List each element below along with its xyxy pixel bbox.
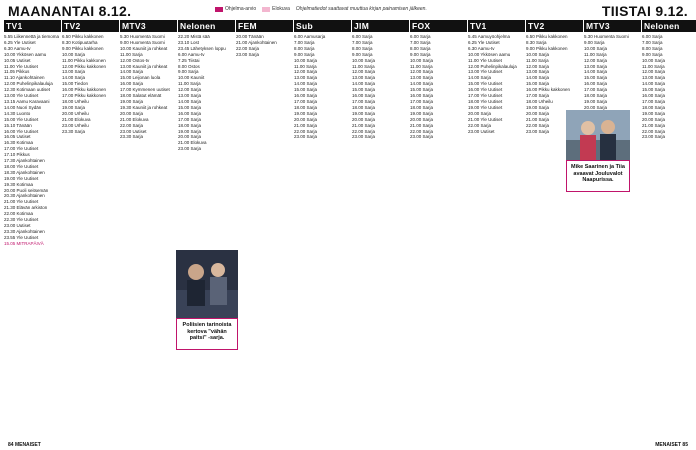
program-listing: 20.00 Sarja	[410, 116, 434, 122]
program-listing: 22.00 Sarja	[294, 128, 318, 134]
program-listing: 13.00 Sarja	[178, 93, 202, 99]
program-listing: 22.00 Sarja	[410, 128, 434, 134]
program-listing: 16.00 Sarja	[352, 93, 376, 99]
program-listing: 8.00 Sarja	[294, 45, 315, 51]
channel-column	[526, 18, 583, 438]
program-listing: 20.00 Tänään	[236, 34, 264, 39]
program-listing: 20.30 Ajankohtainen	[4, 193, 45, 199]
program-listing: 12.00 Sarja	[584, 57, 608, 63]
program-listing: 14.00 Sarja	[642, 81, 666, 87]
program-listing: 19.00 Sarja	[352, 110, 376, 116]
legend-rating-label: Ohjelma-arvio	[225, 6, 257, 12]
program-listing: 23.00 Uutiset	[468, 128, 495, 134]
program-listing: 14.00 Sarja	[352, 81, 376, 87]
program-listing: 20.00 Sarja	[468, 110, 492, 116]
program-listing: 15.00 Sarja	[294, 87, 318, 93]
program-listing: 19.00 Yle Uutiset	[468, 104, 503, 110]
program-listing: 8.00 Sarja	[352, 45, 373, 51]
program-listing: 13.00 Sarja	[584, 63, 608, 69]
program-listing: 12.00 Pikku kakkonen	[62, 63, 107, 69]
photo-right	[566, 110, 630, 160]
program-listing: 16.30 Kotimaa	[4, 140, 34, 146]
program-listing: 12.00 Sarja	[526, 63, 550, 69]
promo-right	[566, 160, 630, 192]
program-listing: 6.00 Sarja	[410, 34, 431, 39]
program-listing: 17.00 Yle Uutiset	[4, 146, 39, 152]
program-listing: 23.55 Yle Uutiset	[4, 234, 39, 240]
program-listing: 10.00 Sarja	[642, 57, 666, 63]
page-number-left: 84 MENAISET	[8, 442, 41, 448]
channel-header: Sub	[294, 20, 351, 32]
photo-left-image	[176, 250, 238, 318]
program-listing: 21.00 Sarja	[410, 122, 434, 128]
program-listing: 10.00 Ykkösen aamu	[468, 51, 511, 57]
program-listing: 14.00 Nuori Sydän	[4, 104, 42, 110]
program-listing: 16.05 Uutiset	[4, 134, 31, 140]
program-listing: 9.00 Pikku kakkonen	[62, 45, 104, 51]
channel-header: Nelonen	[178, 20, 235, 32]
program-listing: 16.00 Sarja	[120, 81, 144, 87]
program-listing: 21.00 Sarja	[526, 116, 550, 122]
program-listing: 11.00 Sarja	[526, 57, 549, 63]
program-listing: 10.00 Kauniit ja rohkeat	[120, 45, 168, 51]
program-listing: 21.00 Yle Uutiset	[4, 199, 39, 205]
program-listing: 17.10 Pikkus	[4, 152, 30, 158]
program-listing: 14.00 Sarja	[178, 98, 202, 104]
legend-note: Ohjelmatiedot saattavat muuttua kirjan painamisen jälkeen.	[295, 6, 427, 12]
program-listing: 10.00 Sarja	[294, 57, 318, 63]
channel-header: TV1	[468, 20, 525, 32]
program-listing: 11.00 Pikku kakkonen	[62, 57, 106, 63]
program-listing: 17.00 Pikku kakkonen	[62, 93, 107, 99]
program-listing: 18.00 Urheilu	[62, 98, 89, 104]
program-listing: 19.00 Sarja	[584, 98, 608, 104]
legend	[215, 6, 427, 12]
program-listing: 23.30 Sarja	[62, 128, 86, 134]
program-listing: 12.00 Sarja	[410, 69, 434, 75]
channel-header: Nelonen	[642, 20, 696, 32]
program-listing: 9.00 Pikku kakkonen	[526, 45, 568, 51]
program-listing: 6.00 Sarja	[352, 34, 373, 39]
channel-header: MTV3	[584, 20, 641, 32]
program-listing: 15.00 Sarja	[526, 81, 550, 87]
program-listing: 13.15 Aamu Karavaani	[4, 98, 50, 104]
program-listing: 7.00 Sarja	[352, 39, 373, 45]
program-listing: 5.30 Huomenta Suomi	[584, 34, 629, 39]
program-listing: 20.00 Sarja	[352, 116, 376, 122]
channel-header: FOX	[410, 20, 467, 32]
program-listing: 17.00 Sarja	[294, 98, 318, 104]
program-listing: 12.00 Ostos-tv	[120, 57, 150, 63]
program-listing: 10.00 Sarja	[352, 57, 376, 63]
program-listing: 20.00 Sarja	[584, 104, 608, 110]
program-listing: 6.25 Yle Uutiset	[468, 39, 500, 45]
program-listing: 15.00 Yle Uutiset	[468, 81, 503, 87]
program-listing: 13.00 Sarja	[642, 75, 666, 81]
program-listing: 13.00 Kauniit ja rohkeat	[120, 63, 168, 69]
program-listing: 14.00 Sarja	[120, 69, 144, 75]
program-listing: 21.00 Sarja	[352, 122, 376, 128]
program-listing: 6.25 Yle Uutiset	[4, 39, 36, 45]
program-listing: 12.00 Puhelinpikalauluja	[4, 81, 53, 87]
program-listing: 9.00 Sarja	[178, 69, 199, 75]
program-listing: 23.00 Sarja	[642, 134, 666, 140]
program-listing: 12.00 Sarja	[178, 87, 202, 93]
day-title-right: TIISTAI 9.12.	[601, 3, 688, 19]
program-listing: 18.00 Yle Uutiset	[4, 163, 39, 169]
channel-column	[352, 18, 409, 438]
photo-right-image	[566, 110, 630, 160]
movie-swatch-icon	[262, 7, 270, 12]
program-listing: 11.05 Pikkus	[4, 69, 30, 75]
program-listing: 7.25 Tiistai	[178, 57, 200, 63]
program-listing: 17.00 Sarja	[410, 98, 434, 104]
program-listing: 20.00 Sarja	[294, 116, 318, 122]
channel-column	[642, 18, 696, 438]
program-listing: 16.00 Sarja	[410, 93, 434, 99]
program-listing: 7.00 Sarja	[294, 39, 315, 45]
program-listing: 8.00 Sarja	[410, 45, 431, 51]
photo-left	[176, 250, 238, 318]
program-listing: 14.30 Luonto	[4, 110, 31, 116]
program-listing: 15.10 Tänään	[4, 122, 32, 128]
program-listing: 23.45 Lähetyksen loppu	[178, 45, 226, 51]
channel-header: TV1	[4, 20, 61, 32]
program-listing: 22.00 Sarja	[468, 122, 492, 128]
program-listing: 9.00 Sarja	[294, 51, 315, 57]
program-listing: 23.00 Sarja	[178, 146, 202, 152]
program-listing: 19.00 Sarja	[178, 128, 202, 134]
program-listing: 14.00 Sarja	[526, 75, 550, 81]
program-listing: 20.00 Puoli seitsemän	[4, 187, 49, 193]
program-listing: 10.00 Sarja	[526, 51, 550, 57]
channel-header: JIM	[352, 20, 409, 32]
program-listing: 17.00 Kymmenen uutiset	[120, 87, 170, 93]
program-listing: 18.00 Sarja	[294, 104, 318, 110]
program-listing: 6.50 Pikku kakkonen	[526, 34, 568, 39]
program-listing: 23.10 Lost	[178, 39, 200, 45]
program-listing: 21.00 Ajankohtainen	[236, 39, 277, 45]
channel-column	[236, 18, 293, 438]
program-listing: 11.00 Sarja	[120, 51, 143, 57]
program-listing: 9.00 Huomenta Suomi	[120, 39, 165, 45]
program-highlight: 15.05 MITRAPÄIVÄ	[4, 240, 44, 246]
program-listing: 22.00 Sarja	[642, 128, 666, 134]
program-listing: 18.30 Ajankohtainen	[4, 169, 45, 175]
program-listing: 17.00 Sarja	[584, 87, 608, 93]
program-listing: 15.00 Yle Uutiset	[4, 116, 39, 122]
program-listing: 21.00 Elokuva	[120, 116, 149, 122]
program-listing: 17.00 Sarja	[526, 93, 550, 99]
program-listing: 6.00 Aamu-tv	[178, 51, 205, 57]
program-listing: 22.20 Mistä sää	[178, 34, 210, 39]
program-listing: 11.10 Ajankohtainen	[4, 75, 45, 81]
program-listing: 11.00 Sarja	[178, 81, 201, 87]
program-listing: 15.00 Sarja	[642, 87, 666, 93]
program-listing: 5.55 Liikennettä ja tiemoma	[4, 34, 60, 39]
program-listing: 16.00 Sarja	[584, 81, 608, 87]
program-listing: 11.00 Sarja	[584, 51, 607, 57]
promo-right-text: Mike Saarinen ja Tiia avaavat Jouluvalot Naapurissa.	[570, 164, 625, 184]
channel-header: MTV3	[120, 20, 177, 32]
program-listing: 13.00 Sarja	[526, 69, 550, 75]
program-listing: 16.00 Sarja	[642, 93, 666, 99]
program-listing: 23.30 Ajankohtainen	[4, 228, 45, 234]
program-listing: 6.50 Pikku kakkonen	[62, 34, 104, 39]
channel-column	[294, 18, 351, 438]
program-listing: 10.05 Uutiset	[4, 57, 31, 63]
legend-item-movie	[262, 6, 290, 12]
program-listing: 7.00 Sarja	[642, 39, 663, 45]
program-listing: 20.00 Sarja	[120, 110, 144, 116]
program-listing: 19.30 Kotimaa	[4, 181, 34, 187]
program-listing: 6.30 Aamu-tv	[4, 45, 31, 51]
program-listing: 23.00 Sarja	[526, 128, 550, 134]
program-listing: 23.00 Uutiset	[4, 223, 31, 228]
program-listing: 8.30 Sarja	[526, 39, 547, 45]
program-listing: 16.00 Yle Uutiset	[4, 128, 39, 134]
program-listing: 11.00 Sarja	[352, 63, 375, 69]
program-listing: 23.00 Urheilu	[62, 122, 89, 128]
legend-movie-label: Elokuva	[272, 6, 290, 12]
program-listing: 11.00 Yle Uutiset	[468, 57, 502, 63]
program-listing: 22.00 Kotimaa	[4, 211, 34, 217]
program-listing: 11.00 Sarja	[642, 63, 665, 69]
program-listing: 11.00 Sarja	[294, 63, 317, 69]
program-listing: 15.00 Sarja	[584, 75, 608, 81]
program-listing: 21.00 Sarja	[294, 122, 318, 128]
program-listing: 20.00 Urheilu	[62, 110, 89, 116]
program-listing: 23.00 Sarja	[236, 51, 260, 57]
program-listing: 21.00 Elokuva	[62, 116, 91, 122]
program-listing: 9.00 Sarja	[642, 51, 663, 57]
program-listing: 15.00 Sarja	[178, 104, 202, 110]
program-listing: 7.00 Sarja	[410, 39, 431, 45]
program-listing: 22.00 Sarja	[120, 122, 144, 128]
program-listing: 22.00 Sarja	[352, 128, 376, 134]
page-footer	[0, 440, 696, 450]
program-listing: 12.30 Kotimaan uutiset	[4, 87, 51, 93]
program-listing: 19.00 Sarja	[62, 104, 86, 110]
channel-column	[178, 18, 235, 438]
page-number-right: MENAISET 85	[655, 442, 688, 448]
program-listing: 8.00 Sarja	[642, 45, 663, 51]
channel-column	[4, 18, 61, 438]
program-listing: 16.00 Sarja	[294, 93, 318, 99]
program-listing: 18.00 Yle Uutiset	[468, 98, 503, 104]
program-listing: 17.30 Ajankohtainen	[4, 158, 45, 164]
program-listing: 9.00 Sarja	[352, 51, 373, 57]
channel-column	[584, 18, 641, 438]
program-listing: 13.00 Sarja	[62, 69, 86, 75]
program-listing: 23.30 Sarja	[120, 134, 144, 140]
program-listing: 19.30 Kauniit ja rohkeat	[120, 104, 168, 110]
program-listing: 21.00 Sarja	[642, 122, 666, 128]
program-listing: 18.00 Salatut elämät	[120, 93, 162, 99]
program-listing: 12.00 Sarja	[352, 69, 376, 75]
channel-header: TV2	[526, 20, 583, 32]
program-listing: 18.00 Urheilu	[526, 98, 553, 104]
program-listing: 9.00 Sarja	[410, 51, 431, 57]
program-listing: 14.00 Sarja	[410, 81, 434, 87]
program-listing: 5.30 Huomenta Suomi	[120, 34, 165, 39]
program-listing: 20.00 Sarja	[178, 134, 202, 140]
program-listing: 11.00 Sarja	[410, 63, 433, 69]
program-listing: 18.00 Sarja	[410, 104, 434, 110]
program-listing: 20.00 Sarja	[526, 110, 550, 116]
program-listing: 15.00 Leijonan luola	[120, 75, 161, 81]
program-listing: 10.00 Sarja	[62, 51, 86, 57]
program-listing: 23.00 Sarja	[294, 134, 318, 140]
channel-column	[468, 18, 525, 438]
program-listing: 22.00 Sarja	[236, 45, 260, 51]
program-listing: 13.00 Yle Uutiset	[468, 69, 503, 75]
legend-item-rating	[215, 6, 256, 12]
program-listing: 5.45 Aamuyöohjelma	[468, 34, 511, 39]
program-listing: 17.00 Sarja	[352, 98, 376, 104]
program-listing: 21.00 Yle Uutiset	[468, 116, 503, 122]
program-listing: 14.00 Sarja	[62, 75, 86, 81]
program-listing: 19.00 Yle Uutiset	[4, 175, 39, 181]
program-listing: 15.00 Tiedon	[62, 81, 89, 87]
program-listing: 23.00 Sarja	[410, 134, 434, 140]
channel-column	[62, 18, 119, 438]
program-listing: 13.00 Yle Uutiset	[4, 93, 39, 99]
program-listing: 16.00 Pikku kakkonen	[62, 87, 107, 93]
program-listing: 6.30 Aamu-tv	[468, 45, 495, 51]
channel-column	[120, 18, 177, 438]
program-listing: 14.00 Sarja	[468, 75, 492, 81]
program-listing: 10.00 Kauniit	[178, 75, 205, 81]
program-listing: 10.00 Sarja	[584, 45, 608, 51]
program-listing: 6.00 Aamusarja	[294, 34, 326, 39]
program-listing: 15.00 Sarja	[352, 87, 376, 93]
program-listing: 12.00 Sarja	[642, 69, 666, 75]
program-listing: 13.00 Sarja	[410, 75, 434, 81]
program-listing: 23.00 Sarja	[352, 134, 376, 140]
channel-header: TV2	[62, 20, 119, 32]
program-listing: 16.00 Yle Uutiset	[468, 87, 503, 93]
program-listing: 10.00 Ykkösen aamu	[4, 51, 47, 57]
promo-left	[176, 318, 238, 350]
program-listing: 20.00 Sarja	[642, 116, 666, 122]
channel-header: FEM	[236, 20, 293, 32]
program-listing: 19.00 Sarja	[410, 110, 434, 116]
program-listing: 14.00 Sarja	[584, 69, 608, 75]
program-listing: 11.00 Yle Uutiset	[4, 63, 38, 69]
program-listing: 16.00 Sarja	[178, 110, 202, 116]
program-listing: 19.00 Sarja	[294, 110, 318, 116]
promo-left-text: Poliisien tarinoista kertova "vähän paitsi" -sarja.	[182, 322, 232, 342]
program-listing: 12.00 Sarja	[294, 69, 318, 75]
program-listing: 8.00 Ostos	[178, 63, 200, 69]
schedule-columns	[0, 18, 696, 438]
program-listing: 9.00 Sarja	[584, 39, 605, 45]
program-listing: 21.00 Elokuva	[178, 140, 207, 146]
program-listing: 18.00 Sarja	[642, 104, 666, 110]
program-listing: 21.30 Elävän arkiston	[4, 205, 48, 211]
program-listing: 18.00 Sarja	[352, 104, 376, 110]
program-listing: 6.00 Sarja	[642, 34, 663, 39]
program-listing: 13.00 Sarja	[294, 75, 318, 81]
program-listing: 23.00 Uutiset	[120, 128, 147, 134]
day-title-left: MAANANTAI 8.12.	[8, 3, 132, 19]
program-listing: 22.30 Yle Uutiset	[4, 217, 39, 223]
program-listing: 19.00 Sarja	[526, 104, 550, 110]
program-listing: 18.00 Sarja	[584, 93, 608, 99]
program-listing: 14.00 Sarja	[294, 81, 318, 87]
rating-swatch-icon	[215, 7, 223, 12]
program-listing: 12.00 Puhelinpikalauluja	[468, 63, 517, 69]
program-listing: 17.00 Yle Uutiset	[468, 93, 503, 99]
program-listing: 19.00 Sarja	[120, 98, 144, 104]
program-listing: 18.00 Sarja	[178, 122, 202, 128]
program-listing: 17.00 Sarja	[642, 98, 666, 104]
program-listing: 17.00 Sarja	[178, 116, 202, 122]
program-listing: 10.00 Sarja	[410, 57, 434, 63]
program-listing: 22.00 Sarja	[526, 122, 550, 128]
program-listing: 15.00 Sarja	[410, 87, 434, 93]
program-listing: 19.00 Sarja	[642, 110, 666, 116]
channel-column	[410, 18, 467, 438]
program-listing: 16.00 Pikku kakkonen	[526, 87, 571, 93]
program-listing: 8.30 Kotipuutarha	[62, 39, 98, 45]
program-listing: 13.00 Sarja	[352, 75, 376, 81]
